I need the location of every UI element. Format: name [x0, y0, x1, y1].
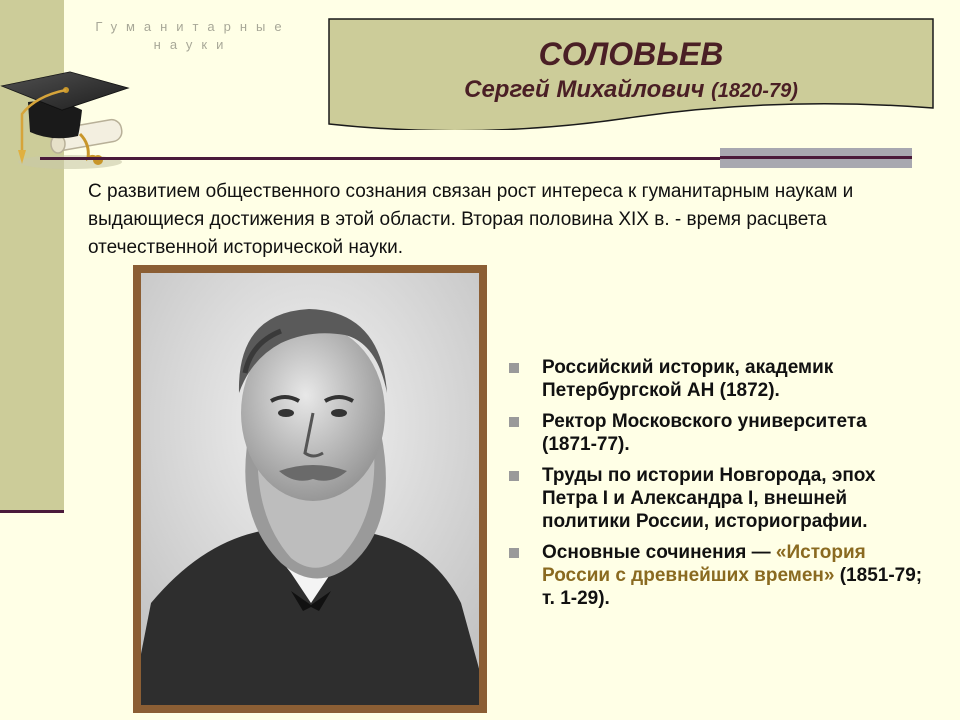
bullet-text: Труды по истории Новгорода, эпох Петра I и Александра I, внешней политики России, историографии. [542, 465, 876, 532]
rule-accent-line [720, 156, 912, 159]
title-name: СОЛОВЬЕВ [538, 36, 724, 72]
graduation-cap-icon [0, 62, 135, 172]
bullet-text-prefix: Основные сочинения — [542, 542, 771, 563]
work-title: «История России с древнейших времен» [542, 542, 866, 586]
bullet-item-works [506, 464, 926, 533]
bullet-item-academic [506, 356, 926, 402]
bullet-item-main-works [506, 541, 926, 610]
bullet-marker [509, 363, 519, 373]
side-divider [0, 510, 64, 513]
title-subline [328, 74, 934, 107]
title-fullname: Сергей Михайлович [464, 76, 705, 103]
title-banner [328, 18, 934, 130]
bullet-text-suffix: (1851-79; т. 1-29). [542, 565, 923, 609]
title-years: (1820-79) [711, 80, 798, 102]
subject-label [78, 18, 308, 54]
title-block [328, 34, 934, 107]
portrait-image [141, 273, 479, 705]
bullet-item-rector [506, 410, 926, 456]
bullet-text: Ректор Московского университета (1871-77). [542, 411, 867, 455]
subject-line-1: Гуманитарные [95, 19, 291, 34]
bio-bullet-list [506, 356, 926, 618]
bullet-text: Российский историк, академик Петербургской АН (1872). [542, 357, 834, 401]
intro-paragraph: С развитием общественного сознания связан рост интереса к гуманитарным наукам и выдающиеся достижения в этой области. Вторая половина XIX в. - время расцвета отечественной исторической науки. [88, 181, 854, 258]
bullet-marker [509, 548, 519, 558]
subject-line-2: науки [153, 37, 233, 52]
portrait-drawing [141, 273, 479, 705]
bullet-marker [509, 417, 519, 427]
bullet-marker [509, 471, 519, 481]
